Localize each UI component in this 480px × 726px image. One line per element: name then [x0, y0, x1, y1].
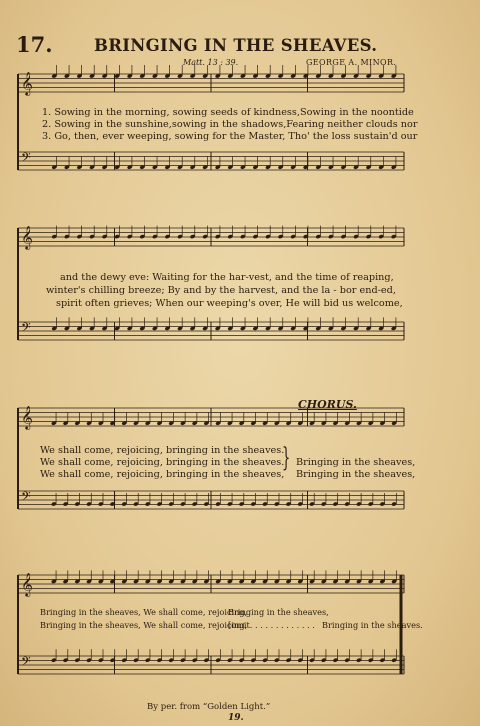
chorus-brace: } — [282, 443, 291, 473]
system-4-bass-clef-icon: 𝄢 — [21, 654, 31, 672]
verse-3-line-b: spirit often grieves; When our weeping's over, He will bid us welcome, — [56, 298, 403, 309]
system-2-treble-clef-icon: 𝄞 — [21, 225, 33, 249]
system-1-treble-clef-icon: 𝄞 — [21, 71, 33, 95]
system-4-treble-clef-icon: 𝄞 — [21, 572, 33, 596]
permission-credit: By per. from “Golden Light.” — [147, 702, 271, 712]
system4-lower-lyric-1: Bringing in the sheaves, We shall come, rejoicing, — [40, 620, 248, 630]
system4-upper-lyric-2: Bringing in the sheaves, — [228, 607, 329, 617]
verse-2-line-a: 2. Sowing in the sunshine,sowing in the shadows,Fearing neither clouds nor — [42, 119, 418, 130]
chorus-label: CHORUS. — [298, 398, 357, 411]
system-2-bass-clef-icon: 𝄢 — [21, 320, 31, 338]
chorus-line-1: We shall come, rejoicing, bringing in the sheaves. — [40, 445, 285, 456]
hymn-title: BRINGING IN THE SHEAVES. — [94, 36, 378, 55]
chorus-refrain-1: Bringing in the sheaves, — [296, 457, 416, 468]
system4-lower-lyric-2: Bringing in the sheaves. — [322, 620, 423, 630]
verse-1-line-b: and the dewy eve: Waiting for the har-vest, and the time of reaping, — [60, 272, 394, 283]
scripture-reference: Matt. 13 : 39. — [183, 58, 239, 67]
hymn-number: 17. — [16, 32, 53, 57]
system4-upper-lyric-1: Bringing in the sheaves, We shall come, rejoicing, — [40, 607, 248, 617]
composer-credit: GEORGE A. MINOR. — [306, 58, 397, 67]
page-number: 19. — [228, 713, 244, 723]
system-3-treble-clef-icon: 𝄞 — [21, 405, 33, 429]
system-3-bass-clef-icon: 𝄢 — [21, 489, 31, 507]
chorus-refrain-2: Bringing in the sheaves, — [296, 469, 416, 480]
chorus-line-2: We shall come, rejoicing, bringing in the sheaves. — [40, 457, 285, 468]
system4-omit-mark: [omit. . . . . . . . . . . . . — [228, 620, 315, 630]
verse-1-line-a: 1. Sowing in the morning, sowing seeds of kindness,Sowing in the noontide — [42, 107, 414, 118]
chorus-line-3: We shall come, rejoicing, bringing in the sheaves, — [40, 469, 285, 480]
verse-2-line-b: winter's chilling breeze; By and by the harvest, and the la - bor end-ed, — [46, 285, 396, 296]
verse-3-line-a: 3. Go, then, ever weeping, sowing for the Master, Tho' the loss sustain'd our — [42, 131, 418, 142]
system-1-bass-clef-icon: 𝄢 — [21, 150, 31, 168]
